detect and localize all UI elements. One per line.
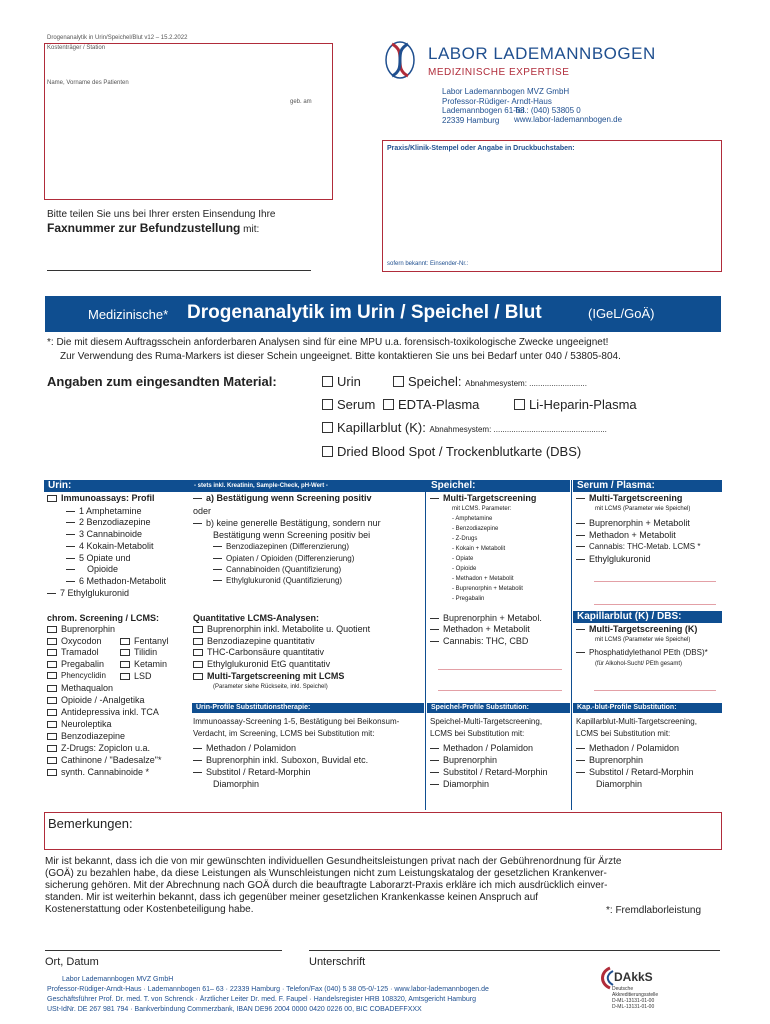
dakks-line: D-ML-13131-01-00 (612, 1004, 655, 1010)
dash (193, 772, 202, 773)
label: 5 Opiate und (79, 553, 131, 563)
remarks-label: Bemerkungen: (48, 816, 133, 831)
footer-line3: Geschäftsführer Prof. Dr. med. T. von Schrenck · Ärztlicher Leiter Dr. med. F. Faupel · Handelsregister HRB 108320, Amtsgericht Hamburg (47, 996, 476, 1003)
label: 4 Kokain-Metabolit (79, 541, 154, 551)
chrom-item[interactable] (47, 719, 112, 729)
label: Cathinone / "Badesalze"* (61, 755, 162, 765)
cost-label: Kostenträger / Station (47, 45, 106, 51)
serum-item[interactable] (576, 518, 690, 528)
urin-subst-text2: Verdacht, im Screening, LCMS bei Substitution mit: (193, 729, 375, 738)
fax-rest: mit: (240, 224, 260, 235)
lab-street2: Lademannbogen 61-63 (442, 106, 525, 115)
material-urin[interactable] (322, 374, 361, 389)
speichel-subst-item[interactable] (430, 779, 489, 789)
checkbox[interactable] (47, 626, 57, 633)
checkbox[interactable] (193, 638, 203, 645)
chrom-item[interactable] (47, 659, 104, 669)
dakks-line: D-ML-13131-01-00 (612, 998, 655, 1004)
label: Cannabis: THC, CBD (443, 636, 529, 646)
serum-mts[interactable] (576, 493, 682, 503)
consent-line: sicherung gehören. Mit der Abrechnung nach GOÄ durch die beauftragte Laborarzt-Praxis erkläre ich mich ausdrücklich einver- (45, 880, 608, 891)
urin-a-confirm[interactable] (193, 493, 372, 503)
material-serum[interactable] (322, 397, 375, 412)
dash (47, 593, 56, 594)
label: 3 Cannabinoide (79, 529, 143, 539)
dash (430, 748, 439, 749)
dash (576, 748, 585, 749)
serum-item[interactable] (576, 554, 651, 564)
speichel-header: Speichel: (427, 480, 570, 492)
speichel-subst-header: Speichel-Profile Substitution: (427, 703, 570, 713)
label: Methadon + Metabolit (443, 624, 530, 634)
label: Methadon / Polamidon (206, 743, 297, 753)
dash (66, 546, 75, 547)
label: 2 Benzodiazepine (79, 517, 151, 527)
dash (66, 569, 75, 570)
checkbox[interactable] (393, 376, 404, 387)
checkbox[interactable] (47, 733, 57, 740)
urin-subst-item[interactable] (193, 743, 296, 753)
urin-title: Urin: (48, 480, 72, 491)
speichel-param: - Benzodiazepine (452, 526, 499, 532)
banner-title: Drogenanalytik im Urin / Speichel / Blut (187, 302, 542, 323)
label: Opioide (87, 564, 119, 574)
kapillar-subst-item[interactable] (576, 755, 643, 765)
label: Oxycodon (61, 636, 102, 646)
label: Buprenorphin + Metabol. (443, 613, 542, 623)
immuno-item[interactable] (66, 564, 118, 574)
dash (193, 748, 202, 749)
dash (430, 772, 439, 773)
dash (193, 523, 202, 524)
dash (213, 558, 222, 559)
checkbox[interactable] (193, 626, 203, 633)
label: Ethylglukuronid (Quantifizierung) (226, 576, 343, 585)
dash (576, 772, 585, 773)
speichel-subst-text1: Speichel-Multi-Targetscreening, (430, 717, 543, 726)
urin-immuno[interactable] (47, 493, 155, 503)
chrom-right-item[interactable] (120, 636, 169, 646)
immuno-item[interactable] (66, 553, 131, 563)
label: a) Bestätigung wenn Screening positiv (206, 493, 372, 503)
label: Methaqualon (61, 683, 114, 693)
checkbox[interactable] (120, 673, 130, 680)
fax-line1: Bitte teilen Sie uns bei Ihrer ersten Einsendung Ihre (47, 209, 276, 220)
label: Buprenorphin (61, 624, 116, 634)
dash (66, 534, 75, 535)
speichel-mts-note: mit LCMS. Parameter: (452, 506, 512, 512)
kapillar-mts-note: mit LCMS (Parameter wie Speichel) (595, 637, 691, 643)
quant-item[interactable] (193, 624, 370, 634)
label: 1 Amphetamine (79, 506, 142, 516)
label: synth. Cannabinoide * (61, 767, 150, 777)
label: Ketamin (134, 659, 168, 669)
speichel-param: - Kokain + Metabolit (452, 546, 506, 552)
speichel-mts[interactable] (430, 493, 536, 503)
banner-suffix: (IGeL/GoÄ) (588, 306, 655, 321)
dakks-text (612, 986, 658, 1010)
speichel-subst-item[interactable] (430, 767, 548, 777)
speichel-subst-text2: LCMS bei Substitution mit: (430, 729, 525, 738)
chrom-item[interactable] (47, 636, 102, 646)
chrom-right-item[interactable] (120, 659, 167, 669)
label: Immunoassays: Profil (61, 493, 155, 503)
dash (430, 618, 439, 619)
fax-input-line[interactable] (47, 270, 311, 271)
signature-line[interactable] (309, 950, 720, 951)
label: Buprenorphin (443, 755, 498, 765)
lab-company: Labor Lademannbogen MVZ GmbH (442, 87, 570, 96)
checkbox[interactable] (514, 399, 525, 410)
label: 6 Methadon-Metabolit (79, 576, 167, 586)
write-in-line[interactable] (438, 690, 562, 691)
label: Kapillarblut (K): (337, 420, 426, 435)
dash (430, 641, 439, 642)
banner-prefix: Medizinische* (88, 307, 169, 322)
checkbox[interactable] (47, 709, 57, 716)
chrom-right-item[interactable] (120, 671, 152, 681)
serum-mts-note: mit LCMS (Parameter wie Speichel) (595, 506, 691, 512)
material-dbs[interactable] (322, 444, 581, 459)
material-kapillar[interactable] (322, 420, 607, 435)
checkbox[interactable] (193, 649, 203, 656)
serum-item[interactable] (576, 542, 700, 552)
kapillar-peth-note: (für Alkohol-Sucht/ PEth gesamt) (595, 661, 683, 667)
dash (66, 522, 75, 523)
label: LSD (134, 671, 152, 681)
urin-subst-item[interactable] (193, 755, 368, 765)
lab-name: LABOR LADEMANNBOGEN (428, 44, 656, 63)
label: Substitol / Retard-Morphin (589, 767, 694, 777)
dash (66, 511, 75, 512)
urin-subst-item[interactable]: Diamorphin (213, 779, 260, 789)
checkbox[interactable] (47, 495, 57, 502)
fax-line2 (47, 221, 259, 235)
dash (576, 760, 585, 761)
label: Multi-Targetscreening (K) (589, 624, 698, 634)
speichel-param: - Pregabalin (452, 596, 485, 602)
material-edta[interactable] (383, 397, 479, 412)
chrom-item[interactable] (47, 767, 149, 777)
label: Benzodiazepinen (Differenzierung) (226, 542, 350, 551)
label: Methadon / Polamidon (589, 743, 680, 753)
dash (213, 580, 222, 581)
label: Phosphatidylethanol PEth (DBS)* (589, 648, 708, 657)
write-in-line[interactable] (594, 604, 716, 605)
label: Methadon + Metabolit (589, 530, 676, 540)
dash (66, 581, 75, 582)
chrom-item[interactable] (47, 707, 159, 717)
lab-street1: Professor-Rüdiger- Arndt-Haus (442, 96, 552, 106)
immuno-item[interactable] (66, 576, 166, 586)
material-speichel[interactable] (393, 374, 587, 389)
notice-line2: Zur Verwendung des Ruma-Markers ist dieser Schein ungeeignet. Bitte kontaktieren Sie uns bei Bedarf unter 040 / 53805-804. (60, 351, 621, 362)
speichel-subst-item[interactable] (430, 743, 533, 753)
chrom-header: chrom. Screening / LCMS: (47, 613, 160, 623)
kapillar-peth[interactable] (576, 648, 708, 658)
label: Phencyclidin (61, 671, 106, 680)
label: Tramadol (61, 647, 99, 657)
label: Dried Blood Spot / Trockenblutkarte (DBS) (337, 444, 582, 459)
dash (213, 546, 222, 547)
label: Ethylglukuronid EtG quantitativ (207, 659, 331, 669)
immuno-item[interactable] (66, 506, 142, 516)
label: Pregabalin (61, 659, 105, 669)
speichel-extra[interactable] (430, 636, 528, 646)
footer-line4: USt-IdNr. DE 267 981 794 · Bankverbindung Commerzbank, IBAN DE96 2004 0000 0420 0226 00, BIC COBADEFFXXX (47, 1006, 422, 1013)
dash (430, 629, 439, 630)
dash (213, 569, 222, 570)
label: Buprenorphin (589, 755, 644, 765)
checkbox[interactable] (47, 672, 57, 679)
kapillar-header: Kapillarblut (K) / DBS: (573, 611, 722, 623)
lab-tel: Tel.: (040) 53805 0 (514, 106, 581, 115)
label: EDTA-Plasma (398, 397, 480, 412)
checkbox[interactable] (120, 638, 130, 645)
label: Urin (337, 374, 361, 389)
dash (430, 760, 439, 761)
dash (576, 652, 585, 653)
place-date-label: Ort, Datum (45, 956, 99, 968)
checkbox[interactable] (47, 769, 57, 776)
label: Serum (337, 397, 376, 412)
label: Neuroleptika (61, 719, 112, 729)
title-banner (45, 296, 721, 332)
immuno-item[interactable] (66, 517, 151, 527)
label: Substitol / Retard-Morphin (443, 767, 548, 777)
quant-item[interactable] (193, 647, 324, 657)
checkbox[interactable] (322, 446, 333, 457)
urin-b-line1[interactable] (193, 518, 381, 528)
checkbox[interactable] (47, 661, 57, 668)
b-item[interactable] (213, 566, 341, 574)
urin-etg[interactable] (47, 588, 129, 598)
fax-bold: Faxnummer zur Befundzustellung (47, 221, 241, 235)
dash (576, 498, 585, 499)
chrom-item[interactable] (47, 671, 106, 681)
label: Z-Drugs: Zopiclon u.a. (61, 743, 151, 753)
urin-subst-item[interactable] (193, 767, 311, 777)
urin-header (44, 480, 428, 492)
dob-label: geb. am (290, 99, 312, 105)
chrom-item[interactable] (47, 683, 113, 693)
lab-web[interactable]: www.labor-lademannbogen.de (514, 115, 623, 124)
form-id: Drogenanalytik in Urin/Speichel/Blut v12 – 15.2.2022 (47, 35, 188, 41)
dash (430, 784, 439, 785)
name-label: Name, Vorname des Patienten (47, 80, 129, 86)
speichel-subst-item[interactable] (430, 755, 497, 765)
kapillar-mts[interactable] (576, 624, 697, 634)
write-in-line[interactable] (594, 581, 716, 582)
dash (576, 546, 585, 547)
checkbox[interactable] (47, 638, 57, 645)
einsender-label: sofern bekannt: Einsender-Nr.: (387, 261, 469, 267)
consent-line: standen. Mir ist weiterhin bekannt, dass ich gegenüber meiner gesetzlichen Krankenkasse keinen Anspruch auf (45, 892, 539, 903)
notice-line1: *: Die mit diesem Auftragsschein anforderbaren Analysen sind für eine MPU u.a. forensisch-toxikologische Zwecke ungeeignet! (47, 337, 609, 348)
label: Buprenorphin inkl. Metabolite u. Quotient (207, 624, 371, 634)
checkbox[interactable] (193, 673, 203, 680)
label: Opiaten / Opioiden (Differenzierung) (226, 554, 355, 563)
checkbox[interactable] (47, 649, 57, 656)
signature-label: Unterschrift (309, 956, 366, 968)
label: Benzodiazepine (61, 731, 126, 741)
label: Substitol / Retard-Morphin (206, 767, 311, 777)
chrom-item[interactable] (47, 624, 115, 634)
label: Buprenorphin inkl. Suboxon, Buvidal etc. (206, 755, 369, 765)
chrom-item[interactable] (47, 743, 150, 753)
speichel-extra[interactable] (430, 624, 530, 634)
remarks-box[interactable] (44, 812, 722, 850)
checkbox[interactable] (120, 661, 130, 668)
material-heparin[interactable] (514, 397, 637, 412)
checkbox[interactable] (120, 649, 130, 656)
speichel-param: - Amphetamine (452, 516, 493, 522)
kapillar-subst-header: Kap.-blut-Profile Substitution: (573, 703, 722, 713)
checkbox[interactable] (47, 721, 57, 728)
label: Multi-Targetscreening (443, 493, 537, 503)
label: Benzodiazepine quantitativ (207, 636, 315, 646)
label: Cannabis: THC-Metab. LCMS * (589, 542, 701, 551)
label: Antidepressiva inkl. TCA (61, 707, 159, 717)
kapillar-subst-text1: Kapillarblut-Multi-Targetscreening, (576, 717, 697, 726)
dash (430, 498, 439, 499)
label: b) keine generelle Bestätigung, sondern nur (206, 518, 381, 528)
label: Multi-Targetscreening mit LCMS (207, 671, 345, 681)
checkbox[interactable] (47, 685, 57, 692)
abnahme-field[interactable]: Abnahmesystem: .......................... (465, 379, 587, 388)
dash (193, 498, 202, 499)
label: Diamorphin (443, 779, 490, 789)
chrom-item[interactable] (47, 731, 125, 741)
speichel-param: - Z-Drugs (452, 536, 478, 542)
dakks-name: DAkkS (614, 970, 653, 984)
quant-item[interactable] (193, 671, 344, 681)
speichel-param: - Opioide (452, 566, 477, 572)
checkbox[interactable] (47, 697, 57, 704)
serum-item[interactable] (576, 530, 676, 540)
dash (66, 558, 75, 559)
checkbox[interactable] (322, 399, 333, 410)
lab-city: 22339 Hamburg (442, 115, 500, 125)
write-in-line[interactable] (438, 669, 562, 670)
checkbox[interactable] (322, 376, 333, 387)
kapillar-subst-item[interactable] (576, 767, 694, 777)
b-item[interactable] (213, 543, 349, 551)
fremdlabor-note: *: Fremdlaborleistung (606, 905, 702, 916)
label: THC-Carbonsäure quantitativ (207, 647, 325, 657)
lab-logo-icon (382, 40, 418, 80)
abnahme2-field[interactable]: Abnahmesystem: ................................................... (429, 425, 607, 434)
label: Opioide / -Analgetika (61, 695, 145, 705)
kapillar-subst-text2: LCMS bei Substitution mit: (576, 729, 671, 738)
stamp-label: Praxis/Klinik-Stempel oder Angabe in Druckbuchstaben: (387, 145, 575, 152)
speichel-param: - Opiate (452, 556, 474, 562)
divider (571, 480, 572, 810)
checkbox[interactable] (322, 422, 333, 433)
chrom-item[interactable] (47, 647, 99, 657)
immuno-item[interactable] (66, 541, 154, 551)
chrom-right-item[interactable] (120, 647, 157, 657)
urin-oder: oder (193, 506, 212, 516)
stamp-box[interactable] (382, 140, 722, 272)
speichel-param: - Methadon + Metabolit (452, 576, 514, 582)
dash (576, 629, 585, 630)
chrom-item[interactable] (47, 755, 161, 765)
urin-b-line2: Bestätigung wenn Screening positiv bei (213, 530, 371, 540)
chrom-item[interactable] (47, 695, 145, 705)
label: Ethylglukuronid (589, 554, 651, 564)
quant-item[interactable] (193, 659, 330, 669)
checkbox[interactable] (193, 661, 203, 668)
checkbox[interactable] (383, 399, 394, 410)
kapillar-subst-item[interactable] (576, 743, 679, 753)
serum-header: Serum / Plasma: (573, 480, 722, 492)
immuno-item[interactable] (66, 529, 142, 539)
kapillar-subst-item[interactable]: Diamorphin (596, 779, 643, 789)
urin-subst-header: Urin-Profile Substitutionstherapie: (192, 703, 424, 713)
speichel-param: - Buprenorphin + Metabolit (452, 586, 523, 592)
lab-tagline: MEDIZINISCHE EXPERTISE (428, 67, 570, 78)
label: Speichel: (408, 374, 462, 389)
consent-line: Mir ist bekannt, dass ich die von mir gewünschten individuellen Gesundheitsleistungen privat nach der Gebührenordnung für Ärzte (45, 856, 622, 867)
write-in-line[interactable] (594, 690, 716, 691)
consent-line: Kostenerstattung oder Kostenbeteiligung habe. (45, 904, 254, 915)
dash (576, 535, 585, 536)
urin-note: - stets inkl. Kreatinin, Sample-Check, pH-Wert - (194, 483, 328, 489)
checkbox[interactable] (47, 757, 57, 764)
dash (576, 523, 585, 524)
dakks-line: Akkreditierungsstelle (612, 992, 659, 998)
footer-line2: Professor-Rüdiger-Arndt-Haus · Lademannbogen 61– 63 · 22339 Hamburg · Telefon/Fax (040) 5 38 05-0/-125 · www.labor-lademannbogen.de (47, 986, 489, 993)
label: Fentanyl (134, 636, 169, 646)
speichel-extra[interactable] (430, 613, 542, 623)
footer-line1: Labor Lademannbogen MVZ GmbH (62, 976, 174, 983)
label: Methadon / Polamidon (443, 743, 534, 753)
checkbox[interactable] (47, 745, 57, 752)
b-item[interactable] (213, 555, 354, 563)
patient-box[interactable] (44, 43, 333, 200)
quant-item[interactable] (193, 636, 315, 646)
quant-note: (Parameter siehe Rückseite, inkl. Speichel) (213, 684, 328, 690)
label: Tilidin (134, 647, 158, 657)
material-label: Angaben zum eingesandten Material: (47, 374, 277, 389)
b-item[interactable] (213, 577, 342, 585)
consent-line: (GOÄ) zu bezahlen habe, da diese Leistungen als Wunschleistungen nicht zum Leistungskatalog der gesetzlichen Krankenver- (45, 868, 607, 879)
label: Multi-Targetscreening (589, 493, 683, 503)
divider (425, 480, 426, 810)
label: Buprenorphin + Metabolit (589, 518, 690, 528)
label: 7 Ethylglukuronid (60, 588, 130, 598)
dakks-line: Deutsche (612, 986, 634, 992)
place-date-line[interactable] (45, 950, 282, 951)
dash (193, 760, 202, 761)
dash (576, 559, 585, 560)
urin-subst-text1: Immunoassay-Screening 1-5, Bestätigung bei Beikonsum- (193, 717, 400, 726)
label: Li-Heparin-Plasma (529, 397, 637, 412)
label: Cannabinoiden (Quantifizierung) (226, 565, 342, 574)
quant-header: Quantitative LCMS-Analysen: (193, 613, 320, 623)
